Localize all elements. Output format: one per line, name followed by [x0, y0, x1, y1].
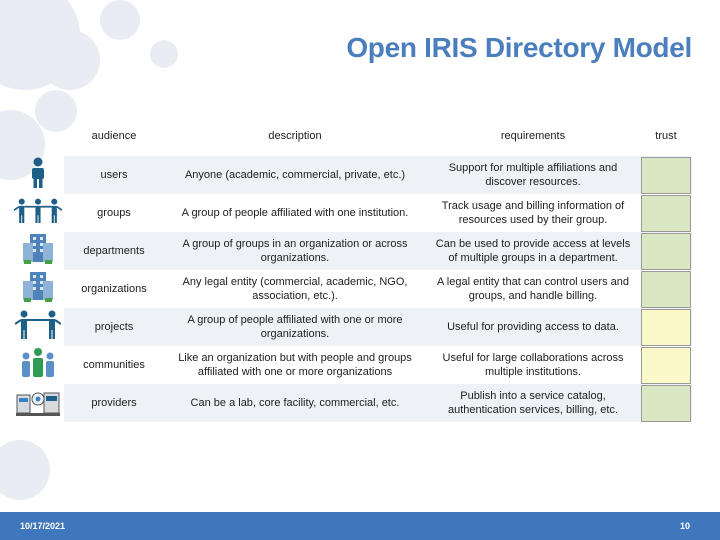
description-cell: Any legal entity (commercial, academic, NGO, association, etc.). — [182, 276, 408, 302]
bg-circle — [150, 40, 178, 68]
footer-bar — [0, 512, 720, 540]
people-group-icon — [14, 193, 62, 229]
bg-circle — [0, 440, 50, 500]
trust-indicator-green — [641, 233, 691, 270]
description-cell: A group of groups in an organization or across organizations. — [182, 238, 408, 264]
description-cell: A group of people affiliated with one institution. — [181, 207, 409, 219]
trust-cell — [640, 384, 692, 422]
table-header-row — [64, 116, 692, 156]
requirements-cell: Track usage and billing information of resources used by their group. — [441, 200, 625, 226]
table-row — [64, 194, 692, 232]
description-cell: Like an organization but with people and groups affiliated with one or more organizations — [178, 352, 412, 378]
requirements-cell: Support for multiple affiliations and discover resources. — [448, 162, 618, 188]
header-trust: trust — [655, 130, 677, 142]
audience-cell: organizations — [81, 283, 147, 295]
table-row — [64, 270, 692, 308]
description-cell: A group of people affiliated with one or more organizations. — [187, 314, 403, 340]
audience-cell: groups — [97, 207, 131, 219]
requirements-cell: Useful for providing access to data. — [447, 321, 619, 333]
audience-cell: communities — [83, 359, 145, 371]
requirements-cell: Publish into a service catalog, authentication services, billing, etc. — [448, 390, 618, 416]
trust-cell — [640, 308, 692, 346]
trust-indicator-yellow — [641, 309, 691, 346]
requirements-cell: Useful for large collaborations across multiple institutions. — [442, 352, 624, 378]
table-row — [64, 346, 692, 384]
building-icon — [14, 231, 62, 267]
audience-cell: providers — [91, 397, 137, 409]
audience-cell: projects — [94, 321, 134, 333]
trust-indicator-green — [641, 271, 691, 308]
table-row — [64, 384, 692, 422]
trust-indicator-green — [641, 195, 691, 232]
audience-icon-column — [14, 155, 62, 423]
header-description: description — [268, 130, 322, 142]
table-row — [64, 232, 692, 270]
trust-cell — [640, 346, 692, 384]
bg-circle — [100, 0, 140, 40]
header-audience: audience — [91, 130, 137, 142]
trust-indicator-green — [641, 385, 691, 422]
directory-table — [64, 116, 692, 424]
requirements-cell: Can be used to provide access at levels of multiple groups in a department. — [435, 238, 631, 264]
table-row — [64, 156, 692, 194]
people-group-icon — [14, 307, 62, 343]
lab-equipment-icon — [14, 383, 62, 419]
description-cell: Anyone (academic, commercial, private, etc.) — [184, 169, 406, 181]
trust-cell — [640, 156, 692, 194]
building-icon — [14, 269, 62, 305]
trust-indicator-green — [641, 157, 691, 194]
requirements-cell: A legal entity that can control users and groups, and handle billing. — [436, 276, 629, 302]
slide-title: Open IRIS Directory Model — [346, 32, 692, 63]
description-cell: Can be a lab, core facility, commercial, etc. — [190, 397, 400, 409]
footer-date: 10/17/2021 — [20, 521, 66, 531]
audience-cell: departments — [83, 245, 145, 257]
audience-cell: users — [100, 169, 128, 181]
bg-circle — [40, 30, 100, 90]
page-number: 10 — [679, 521, 690, 531]
header-requirements: requirements — [500, 130, 566, 142]
table-row — [64, 308, 692, 346]
trust-cell — [640, 194, 692, 232]
community-icon — [14, 345, 62, 381]
single-person-icon — [14, 155, 62, 191]
trust-indicator-yellow — [641, 347, 691, 384]
trust-cell — [640, 232, 692, 270]
trust-cell — [640, 270, 692, 308]
